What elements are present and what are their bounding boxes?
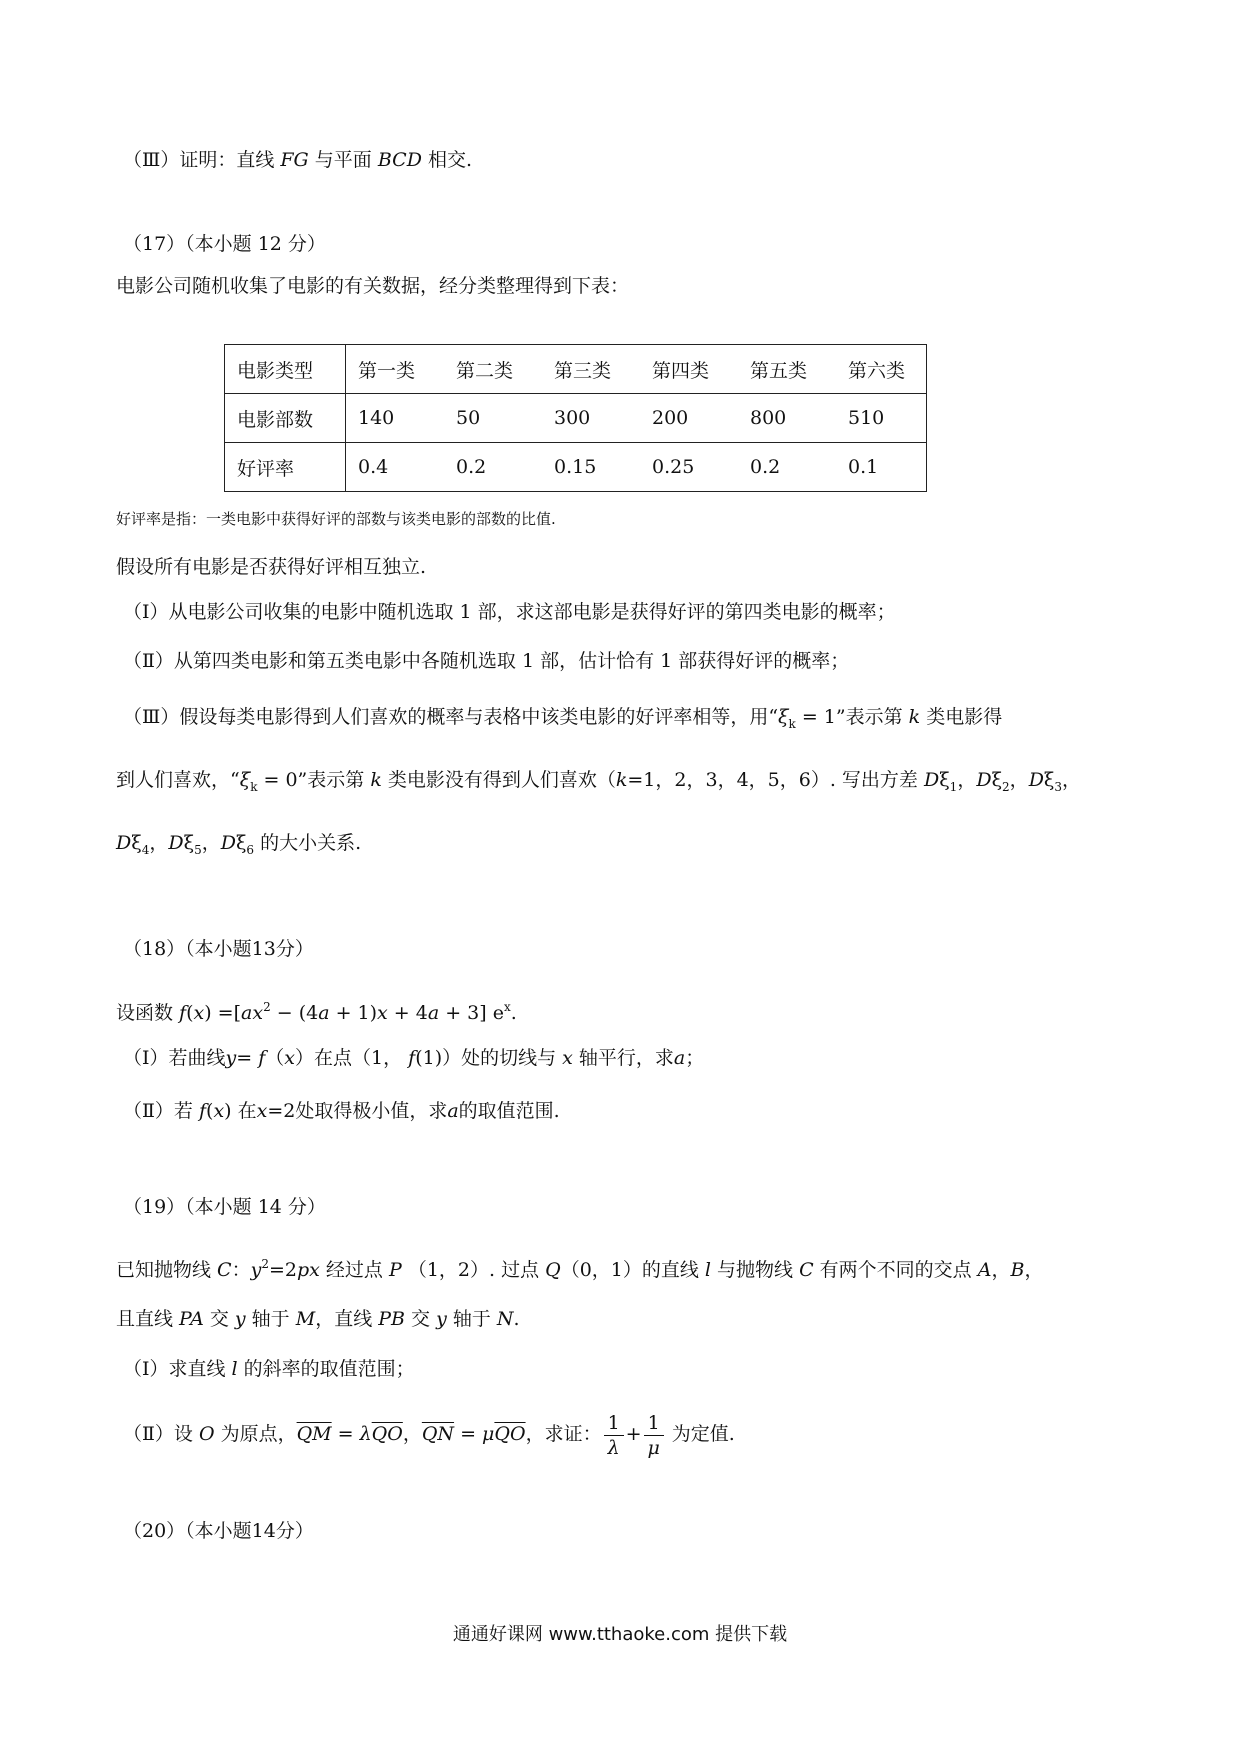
table-cell: 第四类	[640, 345, 738, 394]
table-cell: 第二类	[444, 345, 542, 394]
table-cell: 140	[346, 394, 445, 443]
q19-line1: 已知抛物线 C：$y^2=2px$ 经过点 P （1，2）. 过点 Q（0，1）的直线 l 与抛物线 C 有两个不同的交点 A，B，	[116, 1257, 1044, 1281]
movie-data-table	[224, 344, 927, 492]
table-cell: 第五类	[738, 345, 836, 394]
q18-header: （18）（本小题13分）	[123, 938, 314, 960]
q20-header: （20）（本小题14分）	[123, 1520, 314, 1542]
fraction-one-over-mu: $\frac{1}{\mu}$	[644, 1411, 664, 1460]
q19-line2: 且直线 PA 交 y 轴于 M，直线 PB 交 y 轴于 N.	[116, 1308, 520, 1330]
page-footer: 通通好课网 www.tthaoke.com 提供下载	[452, 1624, 788, 1645]
table-cell: 200	[640, 394, 738, 443]
q17-part2: （Ⅱ）从第四类电影和第五类电影中各随机选取 1 部，估计恰有 1 部获得好评的概率；	[123, 650, 850, 672]
table-cell: 电影部数	[225, 394, 346, 443]
fraction-one-over-lambda: $\frac{1}{\lambda}$	[604, 1411, 624, 1460]
q17-header: （17）（本小题 12 分）	[123, 233, 326, 255]
q19-header: （19）（本小题 14 分）	[123, 1196, 326, 1218]
table-row	[225, 394, 927, 443]
table-cell: 第三类	[542, 345, 640, 394]
table-cell: 800	[738, 394, 836, 443]
table-cell: 0.15	[542, 443, 640, 492]
q17-part3-line2: 到人们喜欢，“$\xi_k = 0$”表示第 k 类电影没有得到人们喜欢（k=1，2，3，4，5，6）. 写出方差 $D\xi_1$，$D\xi_2$，$D\xi_3$，	[116, 769, 1082, 794]
q18-function: 设函数 $f(x) =[ax^2 - (4a + 1)x + 4a + 3]$ $e^x$.	[116, 1000, 517, 1024]
table-cell: 0.2	[444, 443, 542, 492]
table-cell: 0.4	[346, 443, 445, 492]
table-cell: 0.1	[836, 443, 927, 492]
table-cell: 好评率	[225, 443, 346, 492]
table-row	[225, 345, 927, 394]
q19-part2: （Ⅱ）设 O 为原点，$\overline{QM} = \lambda\overline{QO}$，$\overline{QN} = \mu\overline{QO}$，求证： $\frac{1}{\lambda}$ + $\frac{1}{\mu}$ 为定值.	[123, 1411, 735, 1459]
q16-part3: （Ⅲ）证明：直线 FG 与平面 BCD 相交.	[123, 149, 473, 171]
table-cell: 第六类	[836, 345, 927, 394]
q17-intro: 电影公司随机收集了电影的有关数据，经分类整理得到下表：	[116, 275, 630, 297]
table-cell: 300	[542, 394, 640, 443]
q17-part1: （Ⅰ）从电影公司收集的电影中随机选取 1 部，求这部电影是获得好评的第四类电影的概率；	[123, 601, 896, 623]
table-cell: 0.25	[640, 443, 738, 492]
table-cell: 第一类	[346, 345, 445, 394]
table-cell: 50	[444, 394, 542, 443]
q18-part1: （Ⅰ）若曲线y= f（x）在点（1， f(1)）处的切线与 x 轴平行，求a；	[123, 1047, 705, 1069]
table-cell: 510	[836, 394, 927, 443]
q17-note: 好评率是指：一类电影中获得好评的部数与该类电影的部数的比值.	[116, 510, 556, 528]
table-row	[225, 443, 927, 492]
q18-part2: （Ⅱ）若 f(x) 在x=2处取得极小值，求a的取值范围.	[123, 1100, 560, 1122]
q19-part1: （Ⅰ）求直线 l 的斜率的取值范围；	[123, 1358, 415, 1380]
q17-part3-line3: $D\xi_4$，$D\xi_5$，$D\xi_6$ 的大小关系.	[116, 832, 362, 857]
table-cell: 0.2	[738, 443, 836, 492]
q17-part3-line1: （Ⅲ）假设每类电影得到人们喜欢的概率与表格中该类电影的好评率相等，用“$\xi_k = 1$”表示第 k 类电影得	[123, 706, 1003, 731]
q17-assumption: 假设所有电影是否获得好评相互独立.	[116, 556, 427, 578]
table-cell: 电影类型	[225, 345, 346, 394]
